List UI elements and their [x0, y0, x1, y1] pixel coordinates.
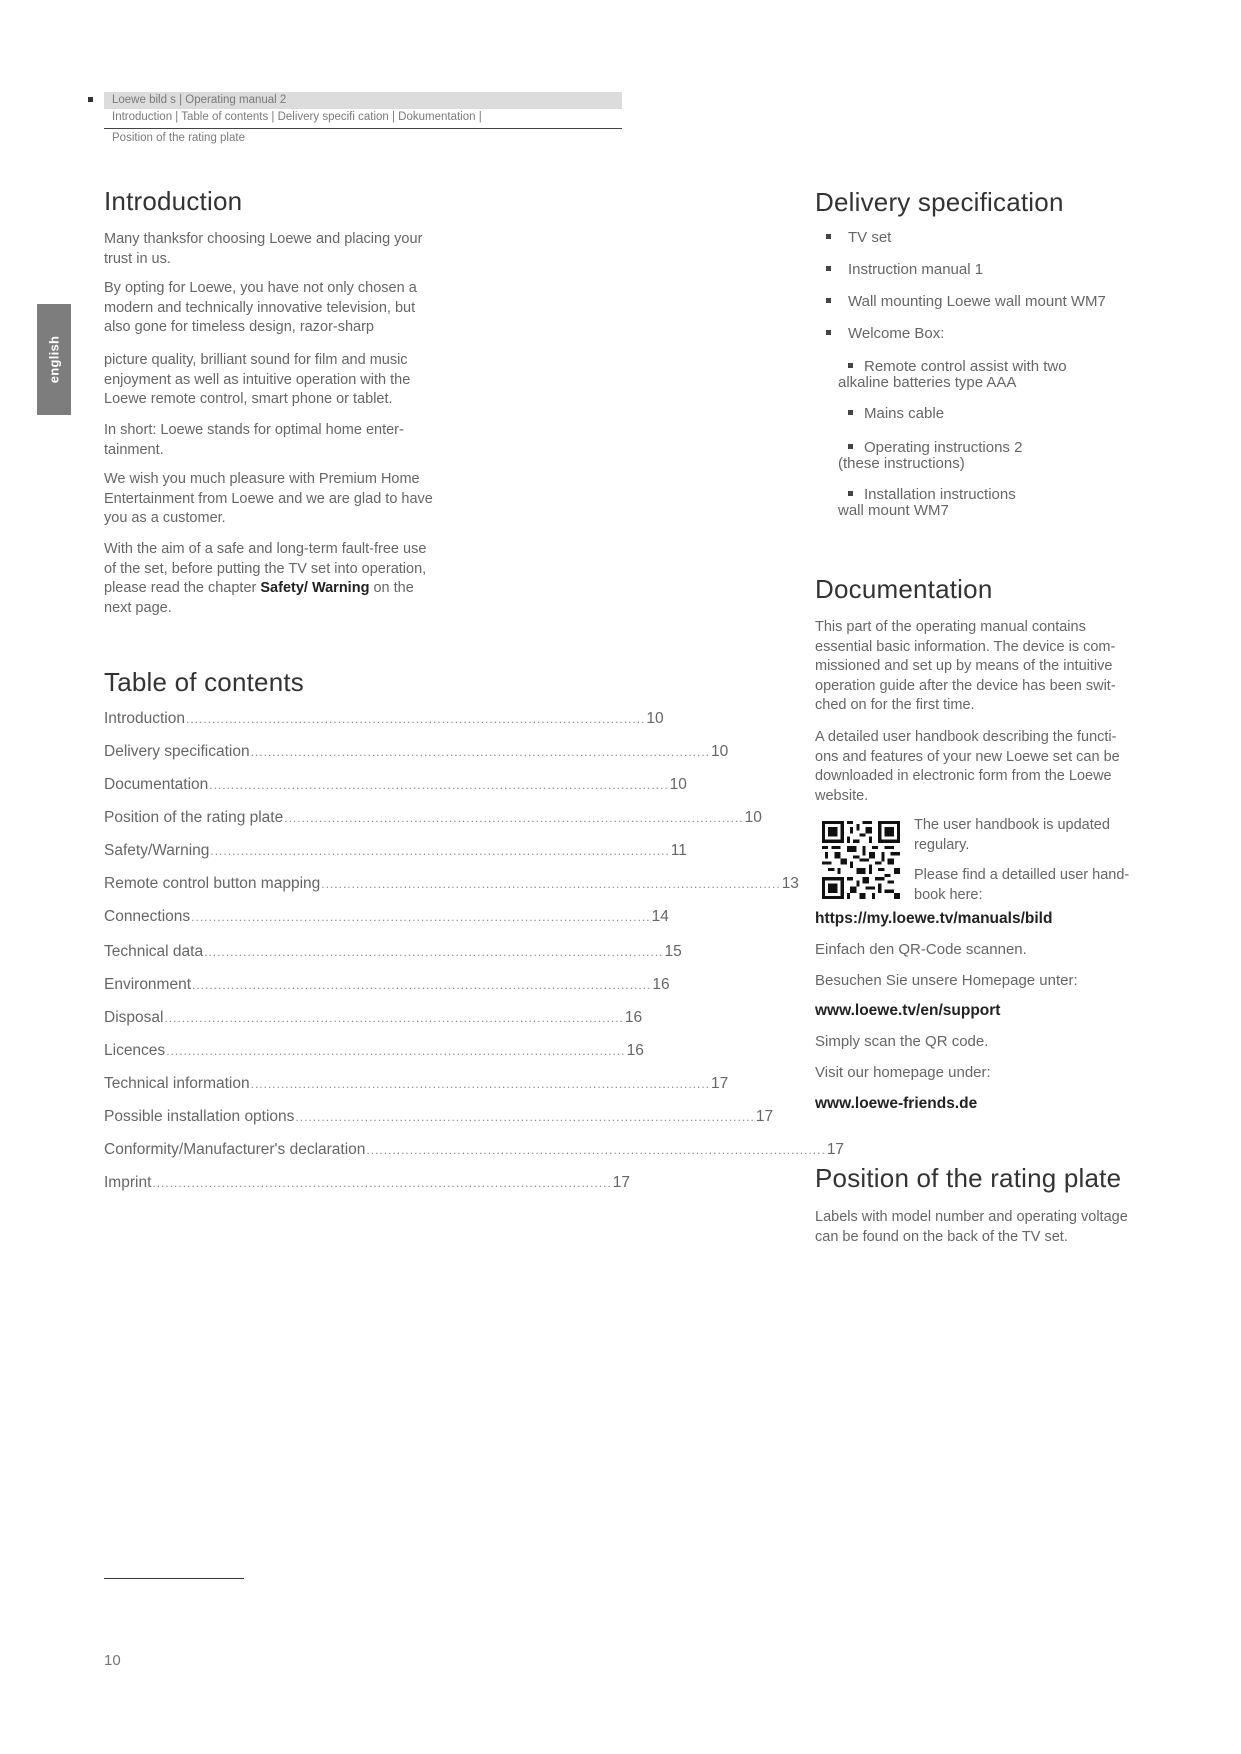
bullet-icon — [848, 444, 853, 449]
toc-entry-page: 11 — [670, 842, 687, 859]
visit-homepage-text-de: Besuchen Sie unsere Homepage unter: — [815, 972, 1078, 989]
footnote-rule — [104, 1578, 244, 1579]
toc-leader: .......................................................................................................... — [164, 1011, 624, 1025]
toc-entry — [104, 743, 729, 763]
delivery-sub-item — [848, 406, 944, 422]
toc-entry-page: 10 — [669, 776, 687, 793]
delivery-item — [826, 293, 1106, 310]
documentation-paragraph: This part of the operating manual contains essential basic information. The device is com- missioned and set up by means of the intuitive operation guide after the device has been swit- ched on for the first time. — [815, 619, 1116, 713]
delivery-sub-item — [838, 486, 1016, 519]
toc-leader: .......................................................................................................... — [366, 1143, 826, 1157]
delivery-item — [826, 261, 983, 278]
safety-text-post: on the next page. — [104, 580, 414, 616]
toc-entry — [104, 710, 664, 730]
toc-leader: .......................................................................................................... — [204, 945, 664, 959]
toc-entry-label: Introduction — [104, 710, 185, 727]
sub-item-line2: alkaline batteries type AAA — [838, 374, 1017, 391]
delivery-item-label: TV set — [848, 229, 892, 246]
toc-entry-label: Delivery specification — [104, 743, 250, 760]
safety-text-pre: With the aim of a safe and long-term fault-free use of the set, before putting the TV set into operation, please read the chapter — [104, 541, 427, 596]
intro-safety-paragraph — [104, 540, 434, 618]
sub-item-line2: wall mount WM7 — [838, 502, 949, 519]
delivery-item — [826, 229, 891, 246]
toc-entry — [104, 1042, 644, 1062]
toc-entry-label: Conformity/Manufacturer's declaration — [104, 1141, 366, 1158]
delivery-sub-item — [838, 439, 1023, 472]
toc-title: Table of contents — [104, 667, 304, 697]
toc-entry — [104, 1108, 774, 1128]
toc-entry-page: 16 — [652, 976, 670, 993]
toc-leader: .......................................................................................................... — [166, 1044, 626, 1058]
toc-entry-page: 10 — [646, 710, 664, 727]
introduction-title: Introduction — [104, 186, 243, 216]
intro-paragraph: Many thanksfor choosing Loewe and placing your trust in us. — [104, 231, 423, 267]
qr-info-text: Please find a detailled user hand- book here: — [914, 867, 1130, 903]
sub-item-line1: Remote control assist with two — [864, 358, 1067, 375]
bullet-icon — [826, 330, 831, 335]
toc-entry — [104, 1174, 631, 1194]
toc-entry — [104, 976, 670, 996]
toc-entry-label: Documentation — [104, 776, 209, 793]
rating-plate-text: Labels with model number and operating voltage can be found on the back of the TV set. — [815, 1209, 1128, 1245]
toc-entry — [104, 1075, 729, 1095]
rating-plate-title: Position of the rating plate — [815, 1163, 1122, 1193]
support-url-link[interactable]: www.loewe.tv/en/support — [815, 1002, 1001, 1019]
delivery-item-label: Instruction manual 1 — [848, 261, 984, 278]
header-bullet — [88, 97, 93, 102]
toc-entry-page: 13 — [781, 875, 799, 892]
delivery-item-label: Welcome Box: — [848, 325, 945, 342]
bullet-icon — [826, 234, 831, 239]
bullet-icon — [826, 298, 831, 303]
toc-leader: .......................................................................................................... — [321, 877, 781, 891]
toc-entry — [104, 776, 687, 796]
toc-entry-label: Licences — [104, 1042, 166, 1059]
toc-entry-label: Technical data — [104, 943, 204, 960]
toc-leader: .......................................................................................................... — [250, 1077, 711, 1091]
sub-item-line2: (these instructions) — [838, 455, 965, 472]
delivery-title: Delivery specification — [815, 187, 1064, 217]
toc-entry-label: Technical information — [104, 1075, 250, 1092]
toc-leader: .......................................................................................................... — [152, 1176, 612, 1190]
toc-leader: .......................................................................................................... — [284, 811, 744, 825]
delivery-item — [826, 325, 944, 342]
toc-entry-label: Possible installation options — [104, 1108, 295, 1125]
intro-paragraph: We wish you much pleasure with Premium Home Entertainment from Loewe and we are glad to have you as a customer. — [104, 471, 433, 526]
sub-item-line1: Mains cable — [864, 405, 945, 422]
toc-entry — [104, 1009, 643, 1029]
toc-entry-page: 15 — [664, 943, 682, 960]
toc-entry — [104, 908, 669, 928]
bullet-icon — [848, 491, 853, 496]
toc-entry — [104, 1141, 845, 1161]
toc-entry-label: Safety/Warning — [104, 842, 210, 859]
toc-entry-page: 10 — [711, 743, 729, 760]
toc-leader: .......................................................................................................... — [295, 1110, 755, 1124]
toc-entry-label: Imprint — [104, 1174, 152, 1191]
toc-entry-page: 17 — [755, 1108, 774, 1125]
bullet-icon — [848, 410, 853, 415]
intro-paragraph: By opting for Loewe, you have not only chosen a modern and technically innovative television, but also gone for timeless design, razor-sharp — [104, 280, 417, 335]
toc-entry — [104, 943, 682, 963]
toc-entry-page: 17 — [711, 1075, 729, 1092]
toc-leader: .......................................................................................................... — [192, 978, 652, 992]
friends-url-link[interactable]: www.loewe-friends.de — [815, 1095, 978, 1112]
toc-entry-page: 16 — [626, 1042, 644, 1059]
manual-url-link[interactable]: https://my.loewe.tv/manuals/bild — [815, 910, 1053, 927]
toc-leader: .......................................................................................................... — [191, 910, 651, 924]
toc-entry-label: Disposal — [104, 1009, 164, 1026]
toc-entry — [104, 809, 762, 829]
page-number: 10 — [104, 1652, 121, 1669]
toc-entry — [104, 875, 799, 895]
intro-paragraph: In short: Loewe stands for optimal home enter- tainment. — [104, 422, 404, 458]
toc-entry-page: 17 — [612, 1174, 631, 1191]
scan-qr-text-de: Einfach den QR-Code scannen. — [815, 941, 1027, 958]
documentation-title: Documentation — [815, 574, 993, 604]
bullet-icon — [826, 266, 831, 271]
scan-qr-text-en: Simply scan the QR code. — [815, 1033, 989, 1050]
visit-homepage-text-en: Visit our homepage under: — [815, 1064, 991, 1081]
toc-entry — [104, 842, 687, 862]
toc-entry-label: Connections — [104, 908, 191, 925]
qr-info-text: The user handbook is updated regulary. — [914, 817, 1110, 853]
toc-entry-page: 10 — [744, 809, 762, 826]
documentation-paragraph: A detailed user handbook describing the functi- ons and features of your new Loewe set can be downloaded in electronic form from the Loewe website. — [815, 729, 1120, 804]
delivery-sub-item — [838, 358, 1067, 391]
intro-paragraph: picture quality, brilliant sound for film and music enjoyment as well as intuitive operation with the Loewe remote control, smart phone or tablet. — [104, 352, 411, 407]
toc-entry-page: 17 — [826, 1141, 845, 1158]
toc-entry-page: 16 — [624, 1009, 643, 1026]
toc-entry-label: Position of the rating plate — [104, 809, 284, 826]
header-rule — [104, 128, 622, 129]
toc-entry-label: Remote control button mapping — [104, 875, 321, 892]
sub-item-line1: Installation instructions — [864, 486, 1016, 503]
toc-entry-page: 14 — [651, 908, 669, 925]
delivery-item-label: Wall mounting Loewe wall mount WM7 — [848, 293, 1106, 310]
header-manual-title: Loewe bild s | Operating manual 2 — [112, 94, 287, 106]
language-tab-label — [37, 304, 71, 415]
toc-entry-label: Environment — [104, 976, 192, 993]
toc-leader: .......................................................................................................... — [210, 844, 670, 858]
toc-leader: .......................................................................................................... — [186, 712, 646, 726]
safety-warning-ref: Safety/ Warning — [260, 580, 370, 596]
header-breadcrumb: Introduction | Table of contents | Delivery specifi cation | Dokumentation | — [112, 111, 482, 123]
language-label-text: english — [46, 335, 62, 384]
qr-code-icon — [822, 821, 900, 899]
bullet-icon — [848, 363, 853, 368]
toc-leader: .......................................................................................................... — [209, 778, 669, 792]
header-breadcrumb-cont: Position of the rating plate — [112, 132, 245, 144]
toc-leader: .......................................................................................................... — [250, 745, 710, 759]
sub-item-line1: Operating instructions 2 — [864, 439, 1023, 456]
